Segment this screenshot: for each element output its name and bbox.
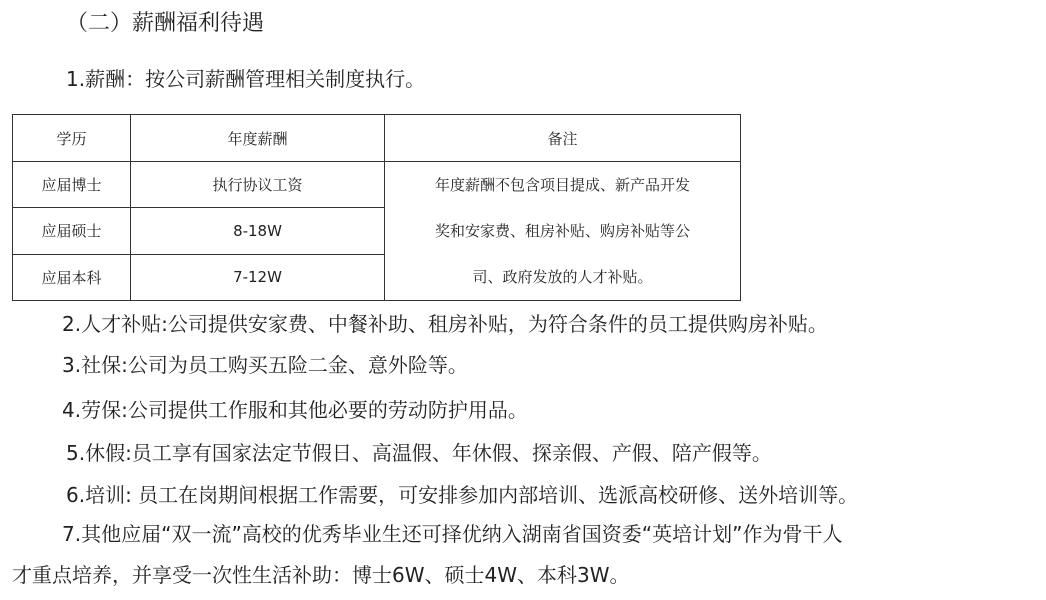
header-remarks: 备注	[385, 115, 741, 162]
remarks-line: 年度薪酬不包含项目提成、新产品开发	[434, 176, 690, 194]
item-social-insurance: 3.社保:公司为员工购买五险二金、意外险等。	[62, 353, 468, 377]
remarks-line: 司、政府发放的人才补贴。	[472, 268, 653, 286]
degree-cell: 应届硕士	[13, 208, 131, 254]
salary-cell: 执行协议工资	[131, 162, 385, 208]
degree-cell: 应届本科	[13, 254, 131, 300]
item-talent-subsidy: 2.人才补贴:公司提供安家费、中餐补助、租房补贴，为符合条件的员工提供购房补贴。	[62, 312, 828, 336]
remarks-line: 奖和安家费、租房补贴、购房补贴等公	[434, 222, 690, 240]
salary-table	[12, 114, 741, 301]
item-salary: 1.薪酬：按公司薪酬管理相关制度执行。	[66, 67, 426, 91]
section-title: （二）薪酬福利待遇	[66, 11, 265, 36]
item-labor-protection: 4.劳保:公司提供工作服和其他必要的劳动防护用品。	[62, 398, 528, 422]
degree-cell: 应届博士	[13, 162, 131, 208]
table-header-row	[13, 115, 741, 162]
item-other-line2: 才重点培养，并享受一次性生活补助：博士6W、硕士4W、本科3W。	[12, 563, 630, 587]
salary-cell: 7-12W	[131, 254, 385, 300]
header-annual-salary: 年度薪酬	[131, 115, 385, 162]
salary-cell: 8-18W	[131, 208, 385, 254]
remarks-cell	[385, 162, 741, 301]
table-row	[13, 162, 741, 208]
item-training: 6.培训: 员工在岗期间根据工作需要，可安排参加内部培训、选派高校研修、送外培训等。	[66, 483, 859, 507]
item-other-line1: 7.其他应届“双一流”高校的优秀毕业生还可择优纳入湖南省国资委“英培计划”作为骨干人	[62, 522, 843, 546]
header-degree: 学历	[13, 115, 131, 162]
item-leave: 5.休假:员工享有国家法定节假日、高温假、年休假、探亲假、产假、陪产假等。	[66, 441, 772, 465]
